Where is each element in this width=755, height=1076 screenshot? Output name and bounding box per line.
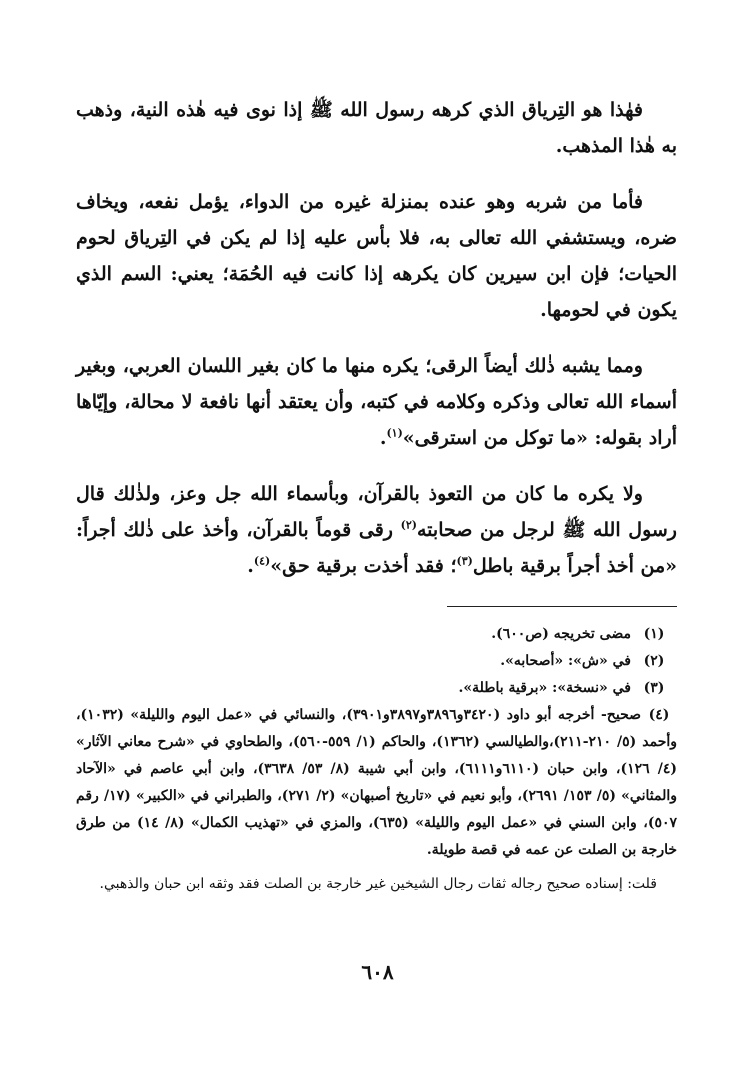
paragraph-4-text-c: ؛ فقد أخذت برقية حق» <box>270 555 457 577</box>
page-number: ٦٠٨ <box>361 960 394 984</box>
footnotes <box>76 621 677 898</box>
main-text <box>76 92 677 584</box>
footnote-number: (٢) <box>643 653 665 669</box>
footnote-text: صحيح- أخرجه أبو داود (٣٤٢٠و٣٨٩٦و٣٨٩٧و٣٩٠١)، والنسائي في «عمل اليوم والليلة» (١٠٣٢)، وأحمد (٥/ ٢١٠-٢١١)،والطيالسي (١٣٦٢)، والحاكم (١/ ٥٥٩-٥٦٠)، والطحاوي في «شرح معاني الآثار» (٤/ ١٢٦)، وابن حبان (٦١١٠و٦١١١)، وابن أبي شيبة (٨/ ٥٣/ ٣٦٣٨)، وابن أبي عاصم في «الآحاد والمثاني» (٥/ ١٥٣/ ٢٦٩١)، وأبو نعيم في «تاريخ أصبهان» (٢/ ٢٧١)، والطبراني في «الكبير» (١٧/ رقم ٥٠٧)، وابن السني في «عمل اليوم والليلة» (٦٣٥)، والمزي في «تهذيب الكمال» (٨/ ١٤) من طرق خارجة بن الصلت عن عمه في قصة طويلة. <box>76 707 677 858</box>
paragraph-4-end: . <box>247 555 254 577</box>
footnote-ref-1[interactable]: (١) <box>386 426 403 440</box>
paragraph-3 <box>76 348 677 456</box>
footnote-text: في «نسخة»: «برقية باطلة». <box>458 680 631 696</box>
editor-comment: قلت: إسناده صحيح رجاله ثقات رجال الشيخين غير خارجة بن الصلت فقد وثقه ابن حبان والذهبي. <box>99 876 657 892</box>
footnote-text: في «ش»: «أصحابه». <box>500 653 631 669</box>
footnote-2 <box>76 648 677 675</box>
paragraph-3-text: ومما يشبه ذٰلك أيضاً الرقى؛ يكره منها ما كان بغير اللسان العربي، وبغير أسماء الله تعالى وذكره وكلامه في كتبه، وأن يعتقد أنها نافعة لا محالة، وإيّاها أراد بقوله: «ما توكل من استرقى» <box>76 355 678 449</box>
footnote-ref-4[interactable]: (٤) <box>253 554 271 568</box>
footnote-text: مضى تخريجه (ص٦٠٠). <box>491 626 631 642</box>
footnote-divider <box>447 606 677 607</box>
paragraph-2-text: فأما من شربه وهو عنده بمنزلة غيره من الدواء، يؤمل نفعه، ويخاف ضره، ويستشفي الله تعالى به، فلا بأس عليه إذا لم يكن في التِرياق لحوم الحيات؛ فإن ابن سيرين كان يكرهه إذا كانت فيه الحُمَة؛ يعني: السم الذي يكون في لحومها. <box>76 191 677 321</box>
footnote-number: (٣) <box>643 680 665 696</box>
footnote-1 <box>76 621 677 648</box>
footnote-ref-3[interactable]: (٣) <box>456 554 473 568</box>
footnote-4 <box>76 702 677 864</box>
footnote-ref-2[interactable]: (٢) <box>400 518 417 532</box>
footnote-3 <box>76 675 677 702</box>
footnote-number: (٤) <box>648 707 670 723</box>
paragraph-1-text: فهٰذا هو التِرياق الذي كرهه رسول الله ﷺ إذا نوى فيه هٰذه النية، وذهب به هٰذا المذهب. <box>76 99 677 157</box>
paragraph-4-text-a: ولا يكره ما كان من التعوذ بالقرآن، وبأسماء الله جل وعز، ولذٰلك قال رسول الله ﷺ لرجل من صحابته <box>76 483 677 541</box>
paragraph-1 <box>76 92 677 164</box>
paragraph-4-text-b: رقى قوماً بالقرآن، وأخذ على ذٰلك أجراً: «من أخذ أجراً برقية باطل <box>76 519 677 577</box>
footnote-number: (١) <box>643 626 665 642</box>
paragraph-2 <box>76 184 677 328</box>
paragraph-3-end: . <box>379 427 387 449</box>
paragraph-4 <box>76 476 677 584</box>
